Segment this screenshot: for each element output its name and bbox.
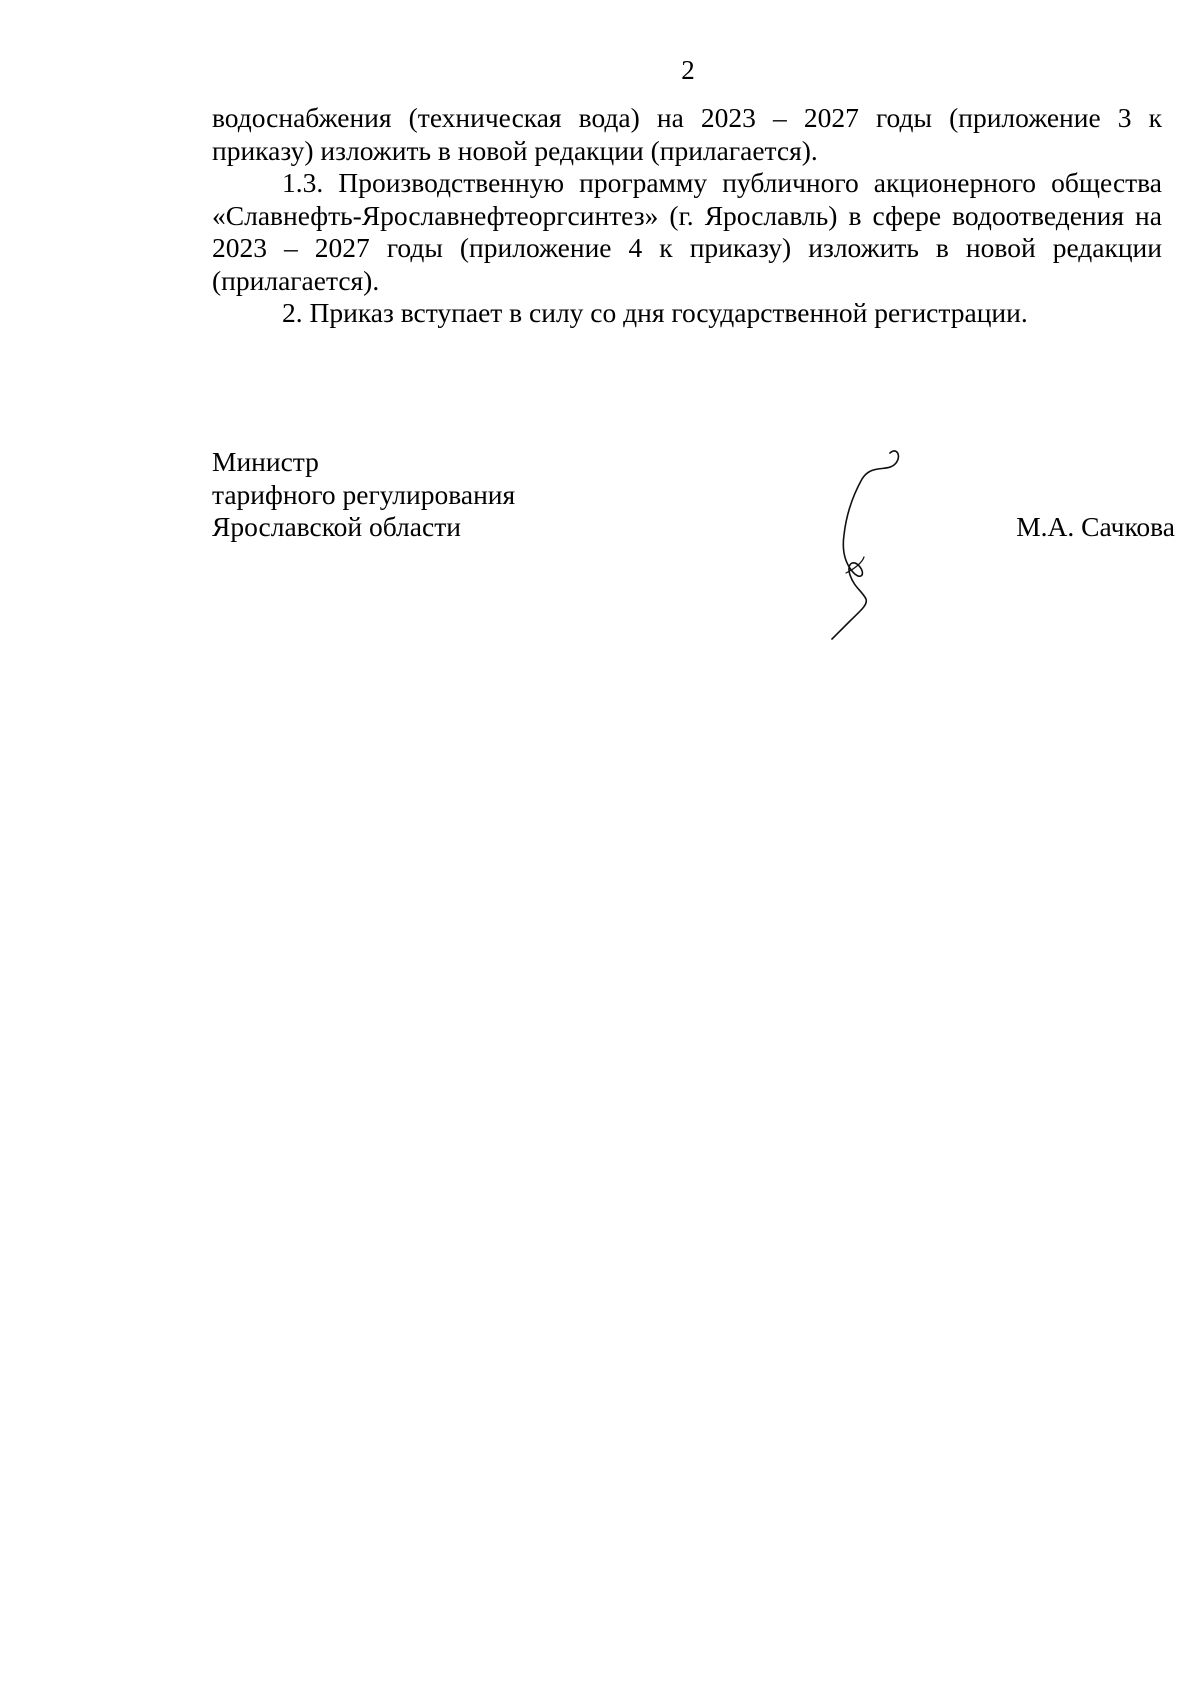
document-body xyxy=(212,102,1162,330)
paragraph-wastewater-program: 1.3. Производственную программу публичного акционерного общества «Славнефть-Ярославнефтеоргсинтез» (г. Ярославль) в сфере водоотведения на 2023 – 2027 годы (приложение 4 к приказу) изложить в новой редакции (прилагается). xyxy=(212,167,1162,296)
handwritten-signature xyxy=(810,445,910,640)
signatory-position xyxy=(212,446,515,544)
paragraph-water-supply: водоснабжения (техническая вода) на 2023 – 2027 годы (приложение 3 к приказу) изложить в новой редакции (прилагается). xyxy=(212,102,1162,166)
position-line-department: тарифного регулирования xyxy=(212,478,516,510)
paragraph-effective-date: 2. Приказ вступает в силу со дня государственной регистрации. xyxy=(282,297,1028,328)
signer-name: М.А. Сачкова xyxy=(1016,511,1175,542)
position-line-title: Министр xyxy=(212,446,319,477)
position-line-region: Ярославской области xyxy=(212,511,461,542)
page-number: 2 xyxy=(681,55,695,85)
